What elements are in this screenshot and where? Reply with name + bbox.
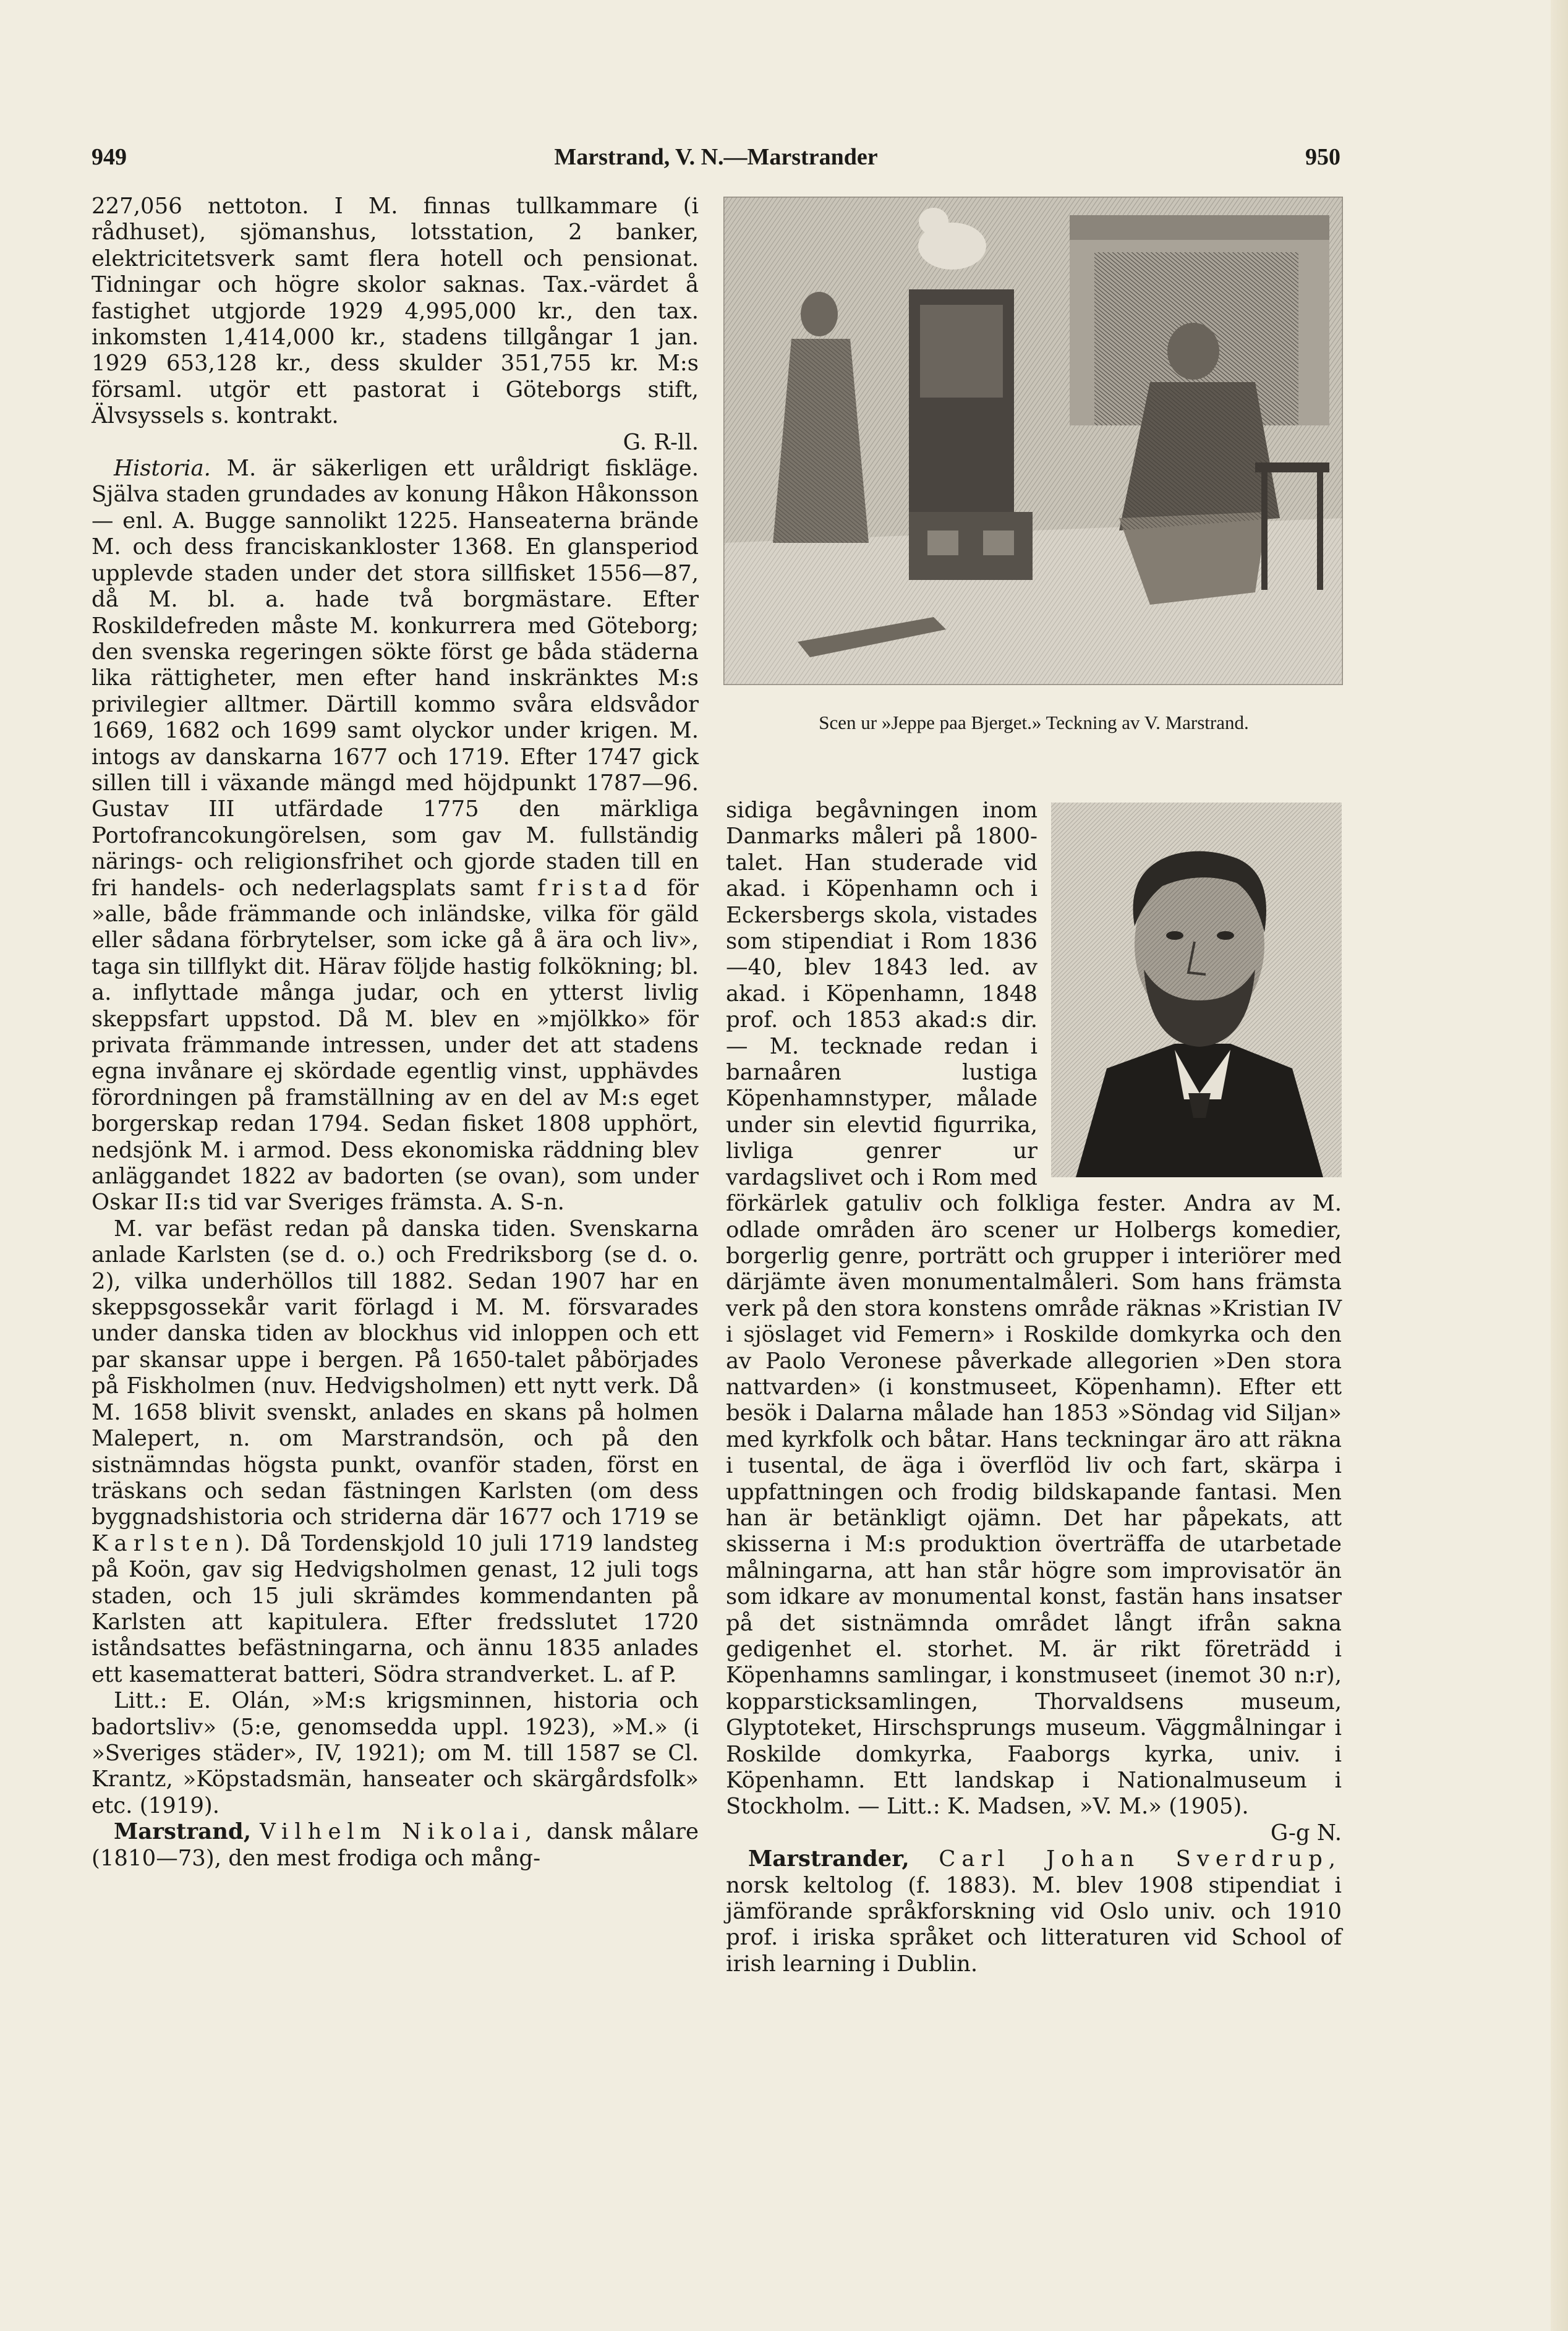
- paragraph-literature: Litt.: E. Olán, »M:s krigsminnen, historia och badortsliv» (5:e, genomsedda uppl. 1923), »M.» (i »Sveriges städer», IV, 1921); om M. till 1587 se Cl. Krantz, »Köpstadsmän, hanseater och skärgårdsfolk» etc. (1919).: [92, 1688, 699, 1818]
- etching-interior-scene-icon: [723, 197, 1343, 685]
- signature: A. S-n.: [490, 1190, 565, 1216]
- figure-caption: Scen ur »Jeppe paa Bjerget.» Teckning av V. Marstrand.: [819, 712, 1249, 733]
- running-title: Marstrand, V. N.—Marstrander: [554, 144, 878, 170]
- left-column: [92, 194, 699, 2271]
- sheet-edge: [1551, 0, 1568, 2331]
- signature: L. af P.: [602, 1661, 677, 1687]
- paragraph-history: Historia. M. är säkerligen ett uråldrigt fiskläge. Själva staden grundades av konung Håkon Håkonsson — enl. A. Bugge sannolikt 1225. Hanseaterna brände M. och dess franciskankloster 1368. En glansperiod upplevde staden under det stora sillfisket 1556—87, då M. bl. a. hade två borgmästare. Efter Roskildefreden måste M. konkurrera med Göteborg; den svenska regeringen sökte först ge båda städerna lika rättigheter, men efter hand inskränktes M:s privilegier alltmer. Därtill kommo svåra eldsvådor 1669, 1682 och 1699 samt olyckor under krigen. M. intogs av danskarna 1677 och 1719. Efter 1747 gick sillen till i växande mängd med höjdpunkt 1787—96. Gustav III utfärdade 1775 den märkliga Portofrancokungörelsen, som gav M. fullständig närings- och religionsfrihet och gjorde staden till en fri handels- och nederlagsplats samt fristad för »alle, både främmande och inländske, vilka för gäld eller sådana förbrytelser, som icke gå å ära och liv», taga sin tillflykt dit. Härav följde hastig folkökning; bl. a. inflyttade många judar, och en ytterst livlig skeppsfart uppstod. Då M. blev en »mjölkko» för privata främmande intressen, under det att stadens egna invånare ej skördade egentlig vinst, upphävdes förordningen på framställning av en del av M:s eget borgerskap redan 1794. Sedan fisket 1808 upphört, nedsjönk M. i armod. Dess ekonomiska räddning blev anläggandet 1822 av badorten (se ovan), som under Oskar II:s tid var Sveriges främsta. A. S-n.: [92, 456, 699, 1216]
- page-header: [92, 143, 1340, 181]
- entry-marstrand-vilhelm: Marstrand, Vilhelm Nikolai, dansk målare (1810—73), den mest frodiga och mång-: [92, 1819, 699, 1871]
- page-number-right: 950: [1305, 144, 1340, 170]
- signature: G-g N.: [1270, 1820, 1342, 1846]
- signature: G. R-ll.: [623, 429, 699, 455]
- paragraph-statistics: 227,056 nettoton. I M. finnas tullkammare (i rådhuset), sjömanshus, lotsstation, 2 banker, elektricitetsverk samt flera hotell och pensionat. Tidningar och högre skolor saknas. Tax.-värdet å fastighet utgjorde 1929 4,995,000 kr., den tax. inkomsten 1,414,000 kr., stadens tillgångar 1 jan. 1929 653,128 kr., dess skulder 351,755 kr. M:s församl. utgör ett pastorat i Göteborgs stift, Älvsyssels s. kontrakt.: [92, 194, 699, 429]
- entry-marstrander-carl: Marstrander, Carl Johan Sverdrup, norsk keltolog (f. 1883). M. blev 1908 stipendiat i jämförande språkforskning vid Oslo univ. och 1910 prof. i iriska språket och litteraturen vid School of irish learning i Dublin.: [726, 1846, 1342, 1977]
- portrait-engraving-icon: [1051, 803, 1342, 1177]
- scene-illustration: [723, 197, 1343, 685]
- portrait-figure: [1051, 803, 1342, 1177]
- paragraph-fortifications: M. var befäst redan på danska tiden. Svenskarna anlade Karlsten (se d. o.) och Fredriksborg (se d. o. 2), vilka underhöllos till 1882. Sedan 1907 har en skeppsgossekår varit förlagd i M. M. försvarades under danska tiden av blockhus vid inloppen och ett par skansar uppe i bergen. På 1650-talet påbörjades på Fiskholmen (nuv. Hedvigsholmen) ett nytt verk. Då M. 1658 blivit svenskt, anlades en skans på holmen Malepert, n. om Marstrandsön, och på den sistnämndas högsta punkt, ovanför staden, först en träskans och sedan fästningen Karlsten (om dess byggnadshistoria och striderna där 1677 och 1719 se Karlsten). Då Tordenskjold 10 juli 1719 landsteg på Koön, gav sig Hedvigsholmen genast, 12 juli togs staden, och 15 juli skrämdes kommendanten på Karlsten att kapitulera. Efter fredsslutet 1720 iståndsattes befästningarna, och ännu 1835 anlades ett kasematterat batteri, Södra strandverket. L. af P.: [92, 1216, 699, 1687]
- page-number-left: 949: [92, 144, 127, 170]
- entry-marstrand-vilhelm-continued: sidiga begåvningen inom Danmarks måleri på 1800-talet. Han studerade vid akad. i Köpenhamn och i Eckersbergs skola, vistades som stipendiat i Rom 1836—40, blev 1843 led. av akad. i Köpenhamn, 1848 prof. och 1853 akad:s dir. — M. tecknade redan i barnaåren lustiga Köpenhamnstyper, målade under sin elevtid figurrika, livliga genrer ur vardagslivet och i Rom med förkärlek gatuliv och folkliga fester. Andra av M. odlade områden äro scener ur Holbergs komedier, borgerlig genre, porträtt och grupper i interiörer med därjämte även monumentalmåleri. Som hans främsta verk på den stora konstens område räknas »Kristian IV i sjöslaget vid Femern» i Roskilde domkyrka och den av Paolo Veronese påverkade allegorien »Den stora nattvarden» (i konstmuseet, Köpenhamn). Efter ett besök i Dalarna målade han 1853 »Söndag vid Siljan» med kyrkfolk och båtar. Hans teckningar äro att räkna i tusental, de äga i överflöd liv och fart, skärpa i uppfattningen och frodig bildskapande fantasi. Men han är betänkligt ojämn. Det har påpekats, att skisserna i M:s produktion överträffa de utarbetade målningarna, att han står högre som improvisatör än som idkare av monumental konst, fastän hans insatser på det sistnämnda området långt ifrån sakna gedigenhet el. storhet. M. är rikt företrädd i Köpenhamns samlingar, i konstmuseet (inemot 30 n:r), kopparsticksamlingen, Thorvaldsens museum, Glyptoteket, Hirschsprungs museum. Väggmålningar i Roskilde domkyrka, Faaborgs kyrka, univ. i Köpenhamn. Ett landskap i Nationalmuseum i Stockholm. — Litt.: K. Madsen, »V. M.» (1905).: [726, 798, 1342, 1820]
- right-column: [726, 798, 1342, 2269]
